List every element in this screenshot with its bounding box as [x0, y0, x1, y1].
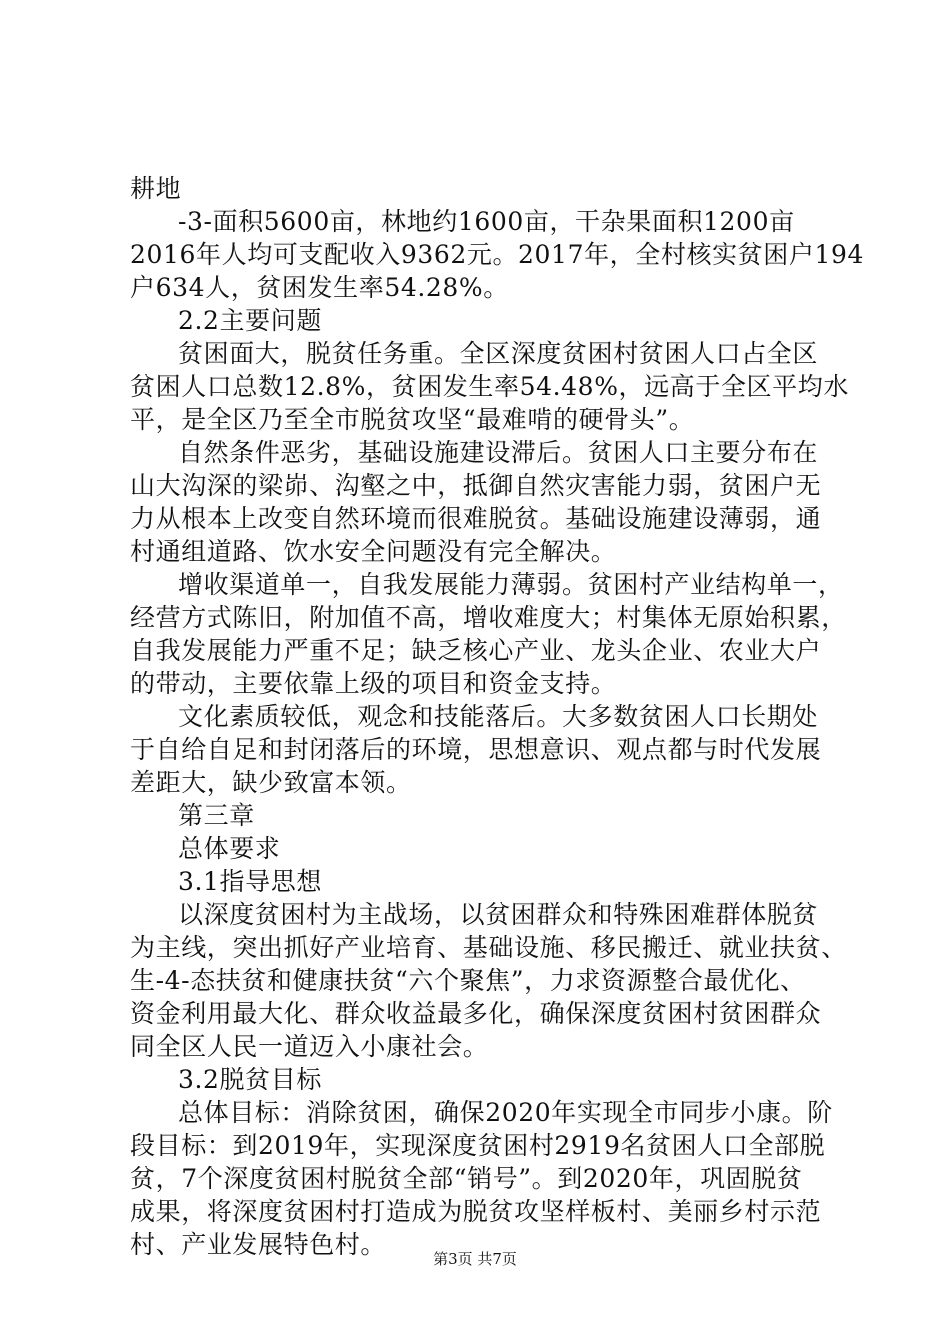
- text-line: 2016年人均可支配收入9362元。2017年，全村核实贫困户194: [130, 240, 864, 269]
- text-line: 耕地: [130, 174, 182, 203]
- text-line: 增收渠道单一，自我发展能力薄弱。贫困村产业结构单一，: [178, 570, 844, 599]
- page-footer: [0, 1249, 950, 1269]
- text-line: 为主线，突出抓好产业培育、基础设施、移民搬迁、就业扶贫、: [130, 933, 847, 962]
- text-line: 差距大，缺少致富本领。: [130, 768, 412, 797]
- text-line: 自然条件恶劣，基础设施建设滞后。贫困人口主要分布在: [178, 438, 819, 467]
- text-line: 贫困人口总数12.8%，贫困发生率54.48%，远高于全区平均水: [130, 372, 849, 401]
- text-line: 于自给自足和封闭落后的环境，思想意识、观点都与时代发展: [130, 735, 822, 764]
- text-line: 村通组道路、饮水安全问题没有完全解决。: [130, 537, 617, 566]
- text-line: 3.2脱贫目标: [178, 1065, 322, 1094]
- text-line: 经营方式陈旧，附加值不高，增收难度大；村集体无原始积累，: [130, 603, 847, 632]
- text-line: 第三章: [178, 801, 255, 830]
- text-line: 成果，将深度贫困村打造成为脱贫攻坚样板村、美丽乡村示范: [130, 1197, 822, 1226]
- text-line: 平，是全区乃至全市脱贫攻坚“最难啃的硬骨头”。: [130, 405, 695, 434]
- text-line: 段目标：到2019年，实现深度贫困村2919名贫困人口全部脱: [130, 1131, 826, 1160]
- text-line: 以深度贫困村为主战场，以贫困群众和特殊困难群体脱贫: [178, 900, 819, 929]
- text-line: 总体目标：消除贫困，确保2020年实现全市同步小康。阶: [178, 1098, 833, 1127]
- text-line: 文化素质较低，观念和技能落后。大多数贫困人口长期处: [178, 702, 819, 731]
- text-line: 资金利用最大化、群众收益最多化，确保深度贫困村贫困群众: [130, 999, 822, 1028]
- text-line: -3-面积5600亩，林地约1600亩，干杂果面积1200亩: [178, 207, 795, 236]
- document-body: [130, 172, 864, 1261]
- text-line: 的带动，主要依靠上级的项目和资金支持。: [130, 669, 617, 698]
- text-line: 生-4-态扶贫和健康扶贫“六个聚焦”，力求资源整合最优化、: [130, 966, 806, 995]
- text-line: 3.1指导思想: [178, 867, 322, 896]
- text-line: 山大沟深的梁峁、沟壑之中，抵御自然灾害能力弱，贫困户无: [130, 471, 822, 500]
- text-line: 户634人，贫困发生率54.28%。: [130, 273, 509, 302]
- text-line: 自我发展能力严重不足；缺乏核心产业、龙头企业、农业大户: [130, 636, 822, 665]
- text-line: 2.2主要问题: [178, 306, 322, 335]
- text-line: 力从根本上改变自然环境而很难脱贫。基础设施建设薄弱，通: [130, 504, 822, 533]
- text-line: 贫困面大，脱贫任务重。全区深度贫困村贫困人口占全区: [178, 339, 819, 368]
- page-number-label: 第3页 共7页: [433, 1250, 517, 1268]
- text-line: 同全区人民一道迈入小康社会。: [130, 1032, 489, 1061]
- text-line: 总体要求: [178, 834, 281, 863]
- text-line: 村、产业发展特色村。: [130, 1230, 387, 1259]
- text-line: 贫，7个深度贫困村脱贫全部“销号”。到2020年，巩固脱贫: [130, 1164, 803, 1193]
